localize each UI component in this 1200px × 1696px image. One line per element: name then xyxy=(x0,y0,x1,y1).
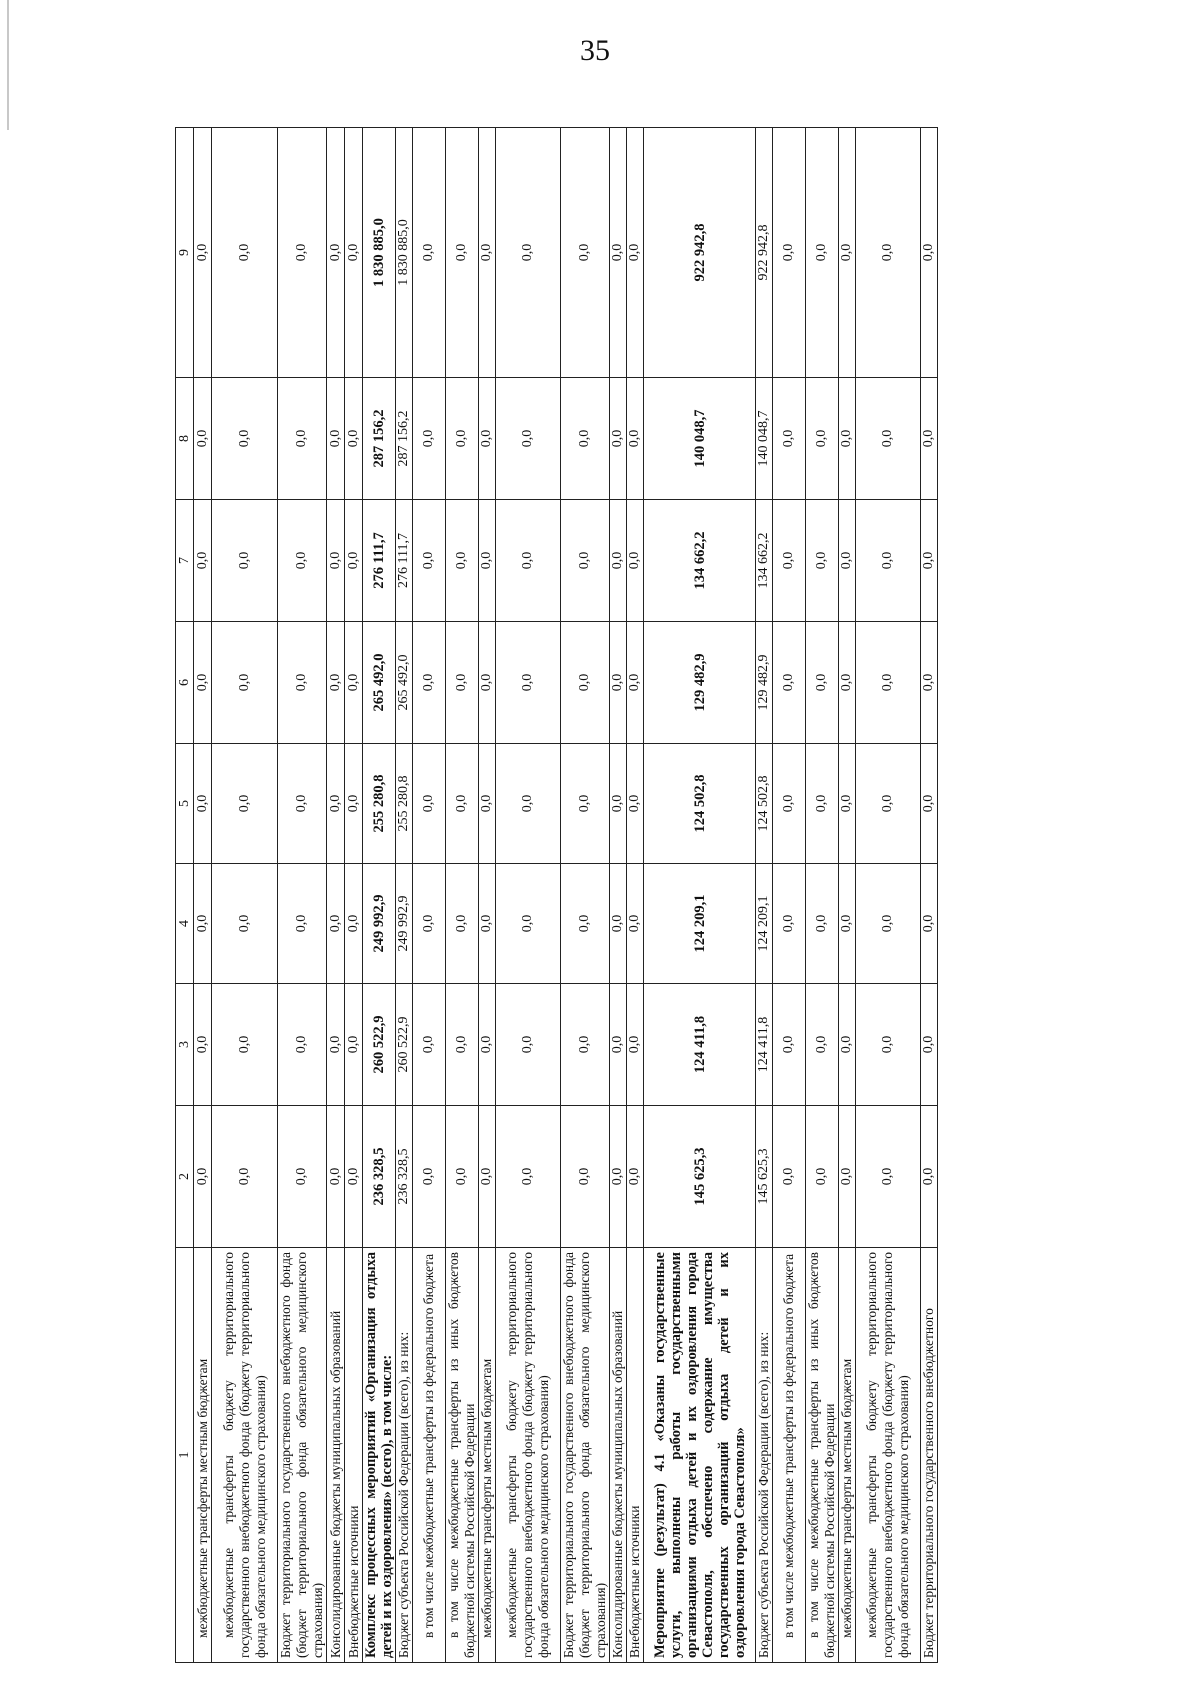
value-cell: 0,0 xyxy=(479,128,496,378)
value-cell: 0,0 xyxy=(194,1106,212,1248)
value-cell: 1 830 885,0 xyxy=(396,128,413,378)
value-cell: 255 280,8 xyxy=(363,744,396,864)
value-cell: 0,0 xyxy=(856,128,921,378)
value-cell: 0,0 xyxy=(446,864,479,984)
value-cell: 134 662,2 xyxy=(644,500,756,622)
value-cell: 0,0 xyxy=(561,864,610,984)
value-cell: 0,0 xyxy=(194,864,212,984)
value-cell: 0,0 xyxy=(479,984,496,1106)
value-cell: 0,0 xyxy=(921,500,938,622)
value-cell: 0,0 xyxy=(413,744,446,864)
value-cell: 0,0 xyxy=(610,984,627,1106)
value-cell: 0,0 xyxy=(561,1106,610,1248)
value-cell: 0,0 xyxy=(496,864,561,984)
table-row xyxy=(194,128,212,1663)
value-cell: 0,0 xyxy=(496,500,561,622)
value-cell: 0,0 xyxy=(806,1106,839,1248)
value-cell: 0,0 xyxy=(839,1106,856,1248)
row-label: Внебюджетные источники xyxy=(345,1248,363,1663)
value-cell: 0,0 xyxy=(278,984,327,1106)
value-cell: 0,0 xyxy=(627,128,644,378)
value-cell: 0,0 xyxy=(627,378,644,500)
value-cell: 0,0 xyxy=(627,864,644,984)
value-cell: 134 662,2 xyxy=(756,500,773,622)
value-cell: 0,0 xyxy=(856,984,921,1106)
page-number: 35 xyxy=(580,34,610,67)
value-cell: 0,0 xyxy=(479,1106,496,1248)
column-header: 1 xyxy=(176,1248,194,1663)
value-cell: 140 048,7 xyxy=(644,378,756,500)
table-row xyxy=(396,128,413,1663)
row-label: в том числе межбюджетные трансферты из федерального бюджета xyxy=(773,1248,806,1663)
value-cell: 0,0 xyxy=(839,984,856,1106)
table-row xyxy=(479,128,496,1663)
budget-table xyxy=(175,127,938,1663)
row-label: Бюджет территориального государственного внебюджетного фонда (бюджет территориального фонда обязательного медицинского страхования) xyxy=(561,1248,610,1663)
value-cell: 0,0 xyxy=(413,378,446,500)
value-cell: 0,0 xyxy=(194,128,212,378)
value-cell: 0,0 xyxy=(327,864,345,984)
value-cell: 0,0 xyxy=(627,984,644,1106)
value-cell: 0,0 xyxy=(327,500,345,622)
table-row xyxy=(363,128,396,1663)
row-label: Мероприятие (результат) 4.1 «Оказаны государственные услуги, выполнены работы государственными организациями отдыха детей и их оздоровления города Севастополя, обеспечено содержание имущества государственных организаций отдыха детей и их оздоровления города Севастополя» xyxy=(644,1248,756,1663)
value-cell: 0,0 xyxy=(446,744,479,864)
value-cell: 0,0 xyxy=(413,622,446,744)
value-cell: 0,0 xyxy=(479,744,496,864)
value-cell: 0,0 xyxy=(345,128,363,378)
value-cell: 0,0 xyxy=(773,984,806,1106)
table-body xyxy=(176,128,938,1663)
value-cell: 0,0 xyxy=(839,622,856,744)
value-cell: 0,0 xyxy=(839,864,856,984)
value-cell: 0,0 xyxy=(773,864,806,984)
value-cell: 276 111,7 xyxy=(363,500,396,622)
value-cell: 0,0 xyxy=(413,500,446,622)
value-cell: 0,0 xyxy=(921,744,938,864)
value-cell: 0,0 xyxy=(839,500,856,622)
row-label: межбюджетные трансферты бюджету территориального государственного внебюджетного фонда (бюджету территориального фонда обязательного медицинского страхования) xyxy=(496,1248,561,1663)
value-cell: 0,0 xyxy=(610,864,627,984)
value-cell: 0,0 xyxy=(327,744,345,864)
value-cell: 0,0 xyxy=(194,984,212,1106)
value-cell: 0,0 xyxy=(856,744,921,864)
row-label: Бюджет субъекта Российской Федерации (всего), из них: xyxy=(396,1248,413,1663)
value-cell: 0,0 xyxy=(561,500,610,622)
value-cell: 0,0 xyxy=(479,378,496,500)
value-cell: 0,0 xyxy=(773,1106,806,1248)
value-cell: 0,0 xyxy=(773,744,806,864)
value-cell: 0,0 xyxy=(856,864,921,984)
table-row xyxy=(413,128,446,1663)
value-cell: 0,0 xyxy=(194,744,212,864)
value-cell: 145 625,3 xyxy=(644,1106,756,1248)
value-cell: 255 280,8 xyxy=(396,744,413,864)
row-label: межбюджетные трансферты местным бюджетам xyxy=(479,1248,496,1663)
value-cell: 0,0 xyxy=(446,1106,479,1248)
value-cell: 0,0 xyxy=(856,1106,921,1248)
column-header: 2 xyxy=(176,1106,194,1248)
value-cell: 1 830 885,0 xyxy=(363,128,396,378)
value-cell: 0,0 xyxy=(413,128,446,378)
value-cell: 0,0 xyxy=(627,622,644,744)
value-cell: 0,0 xyxy=(561,128,610,378)
row-label: межбюджетные трансферты бюджету территориального государственного внебюджетного фонда (бюджету территориального фонда обязательного медицинского страхования) xyxy=(212,1248,278,1663)
value-cell: 0,0 xyxy=(921,864,938,984)
value-cell: 145 625,3 xyxy=(756,1106,773,1248)
value-cell: 0,0 xyxy=(345,622,363,744)
value-cell: 0,0 xyxy=(446,378,479,500)
value-cell: 0,0 xyxy=(496,378,561,500)
value-cell: 0,0 xyxy=(327,984,345,1106)
value-cell: 287 156,2 xyxy=(363,378,396,500)
value-cell: 0,0 xyxy=(327,1106,345,1248)
row-label: межбюджетные трансферты местным бюджетам xyxy=(194,1248,212,1663)
row-label: в том числе межбюджетные трансферты из иных бюджетов бюджетной системы Российской Федерации xyxy=(446,1248,479,1663)
row-label: в том числе межбюджетные трансферты из федерального бюджета xyxy=(413,1248,446,1663)
value-cell: 0,0 xyxy=(610,500,627,622)
value-cell: 265 492,0 xyxy=(396,622,413,744)
value-cell: 0,0 xyxy=(446,622,479,744)
table-row xyxy=(496,128,561,1663)
value-cell: 0,0 xyxy=(446,984,479,1106)
scan-edge-mark xyxy=(7,0,9,130)
value-cell: 0,0 xyxy=(413,864,446,984)
column-header: 6 xyxy=(176,622,194,744)
value-cell: 0,0 xyxy=(806,622,839,744)
value-cell: 260 522,9 xyxy=(363,984,396,1106)
table-row xyxy=(756,128,773,1663)
value-cell: 0,0 xyxy=(194,622,212,744)
value-cell: 0,0 xyxy=(839,378,856,500)
value-cell: 0,0 xyxy=(773,500,806,622)
value-cell: 0,0 xyxy=(278,744,327,864)
row-label: Консолидированные бюджеты муниципальных образований xyxy=(327,1248,345,1663)
table-row xyxy=(856,128,921,1663)
value-cell: 0,0 xyxy=(610,378,627,500)
value-cell: 140 048,7 xyxy=(756,378,773,500)
row-label: межбюджетные трансферты бюджету территориального государственного внебюджетного фонда (бюджету территориального фонда обязательного медицинского страхования) xyxy=(856,1248,921,1663)
value-cell: 0,0 xyxy=(496,128,561,378)
value-cell: 129 482,9 xyxy=(644,622,756,744)
value-cell: 0,0 xyxy=(413,1106,446,1248)
column-header: 4 xyxy=(176,864,194,984)
column-header: 5 xyxy=(176,744,194,864)
value-cell: 260 522,9 xyxy=(396,984,413,1106)
value-cell: 0,0 xyxy=(345,984,363,1106)
value-cell: 922 942,8 xyxy=(644,128,756,378)
value-cell: 0,0 xyxy=(446,500,479,622)
value-cell: 0,0 xyxy=(806,128,839,378)
table-row xyxy=(345,128,363,1663)
value-cell: 0,0 xyxy=(921,128,938,378)
value-cell: 0,0 xyxy=(806,864,839,984)
value-cell: 0,0 xyxy=(561,984,610,1106)
value-cell: 0,0 xyxy=(278,622,327,744)
value-cell: 0,0 xyxy=(561,378,610,500)
value-cell: 0,0 xyxy=(496,744,561,864)
row-label: межбюджетные трансферты местным бюджетам xyxy=(839,1248,856,1663)
value-cell: 0,0 xyxy=(212,622,278,744)
column-header: 7 xyxy=(176,500,194,622)
value-cell: 0,0 xyxy=(212,1106,278,1248)
value-cell: 0,0 xyxy=(806,744,839,864)
value-cell: 922 942,8 xyxy=(756,128,773,378)
row-label: в том числе межбюджетные трансферты из иных бюджетов бюджетной системы Российской Федерации xyxy=(806,1248,839,1663)
value-cell: 124 209,1 xyxy=(644,864,756,984)
value-cell: 0,0 xyxy=(327,378,345,500)
value-cell: 0,0 xyxy=(610,744,627,864)
value-cell: 0,0 xyxy=(773,622,806,744)
value-cell: 0,0 xyxy=(856,378,921,500)
value-cell: 287 156,2 xyxy=(396,378,413,500)
value-cell: 0,0 xyxy=(561,622,610,744)
column-header: 8 xyxy=(176,378,194,500)
value-cell: 0,0 xyxy=(856,500,921,622)
value-cell: 0,0 xyxy=(921,984,938,1106)
value-cell: 0,0 xyxy=(839,744,856,864)
value-cell: 0,0 xyxy=(327,622,345,744)
row-label: Бюджет субъекта Российской Федерации (всего), из них: xyxy=(756,1248,773,1663)
value-cell: 0,0 xyxy=(921,378,938,500)
value-cell: 0,0 xyxy=(921,1106,938,1248)
value-cell: 0,0 xyxy=(212,864,278,984)
value-cell: 0,0 xyxy=(856,622,921,744)
table-row xyxy=(644,128,756,1663)
row-label: Консолидированные бюджеты муниципальных образований xyxy=(610,1248,627,1663)
row-label: Бюджет территориального государственного внебюджетного фонда (бюджет территориального фонда обязательного медицинского страхования) xyxy=(278,1248,327,1663)
table-row xyxy=(561,128,610,1663)
value-cell: 0,0 xyxy=(479,864,496,984)
value-cell: 0,0 xyxy=(345,378,363,500)
value-cell: 236 328,5 xyxy=(363,1106,396,1248)
value-cell: 0,0 xyxy=(806,500,839,622)
value-cell: 0,0 xyxy=(327,128,345,378)
value-cell: 276 111,7 xyxy=(396,500,413,622)
table-row xyxy=(921,128,938,1663)
value-cell: 0,0 xyxy=(345,744,363,864)
value-cell: 0,0 xyxy=(345,864,363,984)
value-cell: 124 502,8 xyxy=(756,744,773,864)
value-cell: 265 492,0 xyxy=(363,622,396,744)
value-cell: 0,0 xyxy=(921,622,938,744)
table-row xyxy=(278,128,327,1663)
value-cell: 0,0 xyxy=(446,128,479,378)
value-cell: 0,0 xyxy=(839,128,856,378)
value-cell: 124 411,8 xyxy=(756,984,773,1106)
value-cell: 0,0 xyxy=(496,622,561,744)
value-cell: 0,0 xyxy=(212,128,278,378)
table-row xyxy=(627,128,644,1663)
value-cell: 0,0 xyxy=(496,984,561,1106)
column-header: 3 xyxy=(176,984,194,1106)
value-cell: 0,0 xyxy=(561,744,610,864)
value-cell: 0,0 xyxy=(806,378,839,500)
table-row xyxy=(610,128,627,1663)
value-cell: 0,0 xyxy=(496,1106,561,1248)
value-cell: 0,0 xyxy=(773,128,806,378)
table-row xyxy=(446,128,479,1663)
value-cell: 0,0 xyxy=(278,864,327,984)
value-cell: 0,0 xyxy=(806,984,839,1106)
column-header: 9 xyxy=(176,128,194,378)
row-label: Комплекс процессных мероприятий «Организация отдыха детей и их оздоровления» (всего), в том числе: xyxy=(363,1248,396,1663)
table-row xyxy=(839,128,856,1663)
value-cell: 0,0 xyxy=(610,1106,627,1248)
value-cell: 0,0 xyxy=(278,1106,327,1248)
value-cell: 0,0 xyxy=(627,500,644,622)
value-cell: 0,0 xyxy=(479,622,496,744)
table-row xyxy=(212,128,278,1663)
value-cell: 0,0 xyxy=(345,500,363,622)
value-cell: 0,0 xyxy=(194,500,212,622)
value-cell: 0,0 xyxy=(610,128,627,378)
table-row xyxy=(806,128,839,1663)
value-cell: 129 482,9 xyxy=(756,622,773,744)
value-cell: 0,0 xyxy=(212,378,278,500)
value-cell: 249 992,9 xyxy=(396,864,413,984)
table-row xyxy=(327,128,345,1663)
rotated-table-container xyxy=(175,128,990,1663)
value-cell: 124 411,8 xyxy=(644,984,756,1106)
value-cell: 0,0 xyxy=(345,1106,363,1248)
value-cell: 0,0 xyxy=(278,378,327,500)
value-cell: 0,0 xyxy=(479,500,496,622)
value-cell: 124 209,1 xyxy=(756,864,773,984)
header-row xyxy=(176,128,194,1663)
value-cell: 0,0 xyxy=(278,128,327,378)
row-label: Бюджет территориального государственного внебюджетного xyxy=(921,1248,938,1663)
value-cell: 0,0 xyxy=(413,984,446,1106)
value-cell: 249 992,9 xyxy=(363,864,396,984)
value-cell: 0,0 xyxy=(212,500,278,622)
value-cell: 0,0 xyxy=(194,378,212,500)
value-cell: 0,0 xyxy=(212,744,278,864)
value-cell: 0,0 xyxy=(278,500,327,622)
value-cell: 0,0 xyxy=(627,1106,644,1248)
value-cell: 0,0 xyxy=(212,984,278,1106)
value-cell: 0,0 xyxy=(773,378,806,500)
row-label: Внебюджетные источники xyxy=(627,1248,644,1663)
value-cell: 236 328,5 xyxy=(396,1106,413,1248)
value-cell: 0,0 xyxy=(627,744,644,864)
value-cell: 124 502,8 xyxy=(644,744,756,864)
table-row xyxy=(773,128,806,1663)
value-cell: 0,0 xyxy=(610,622,627,744)
